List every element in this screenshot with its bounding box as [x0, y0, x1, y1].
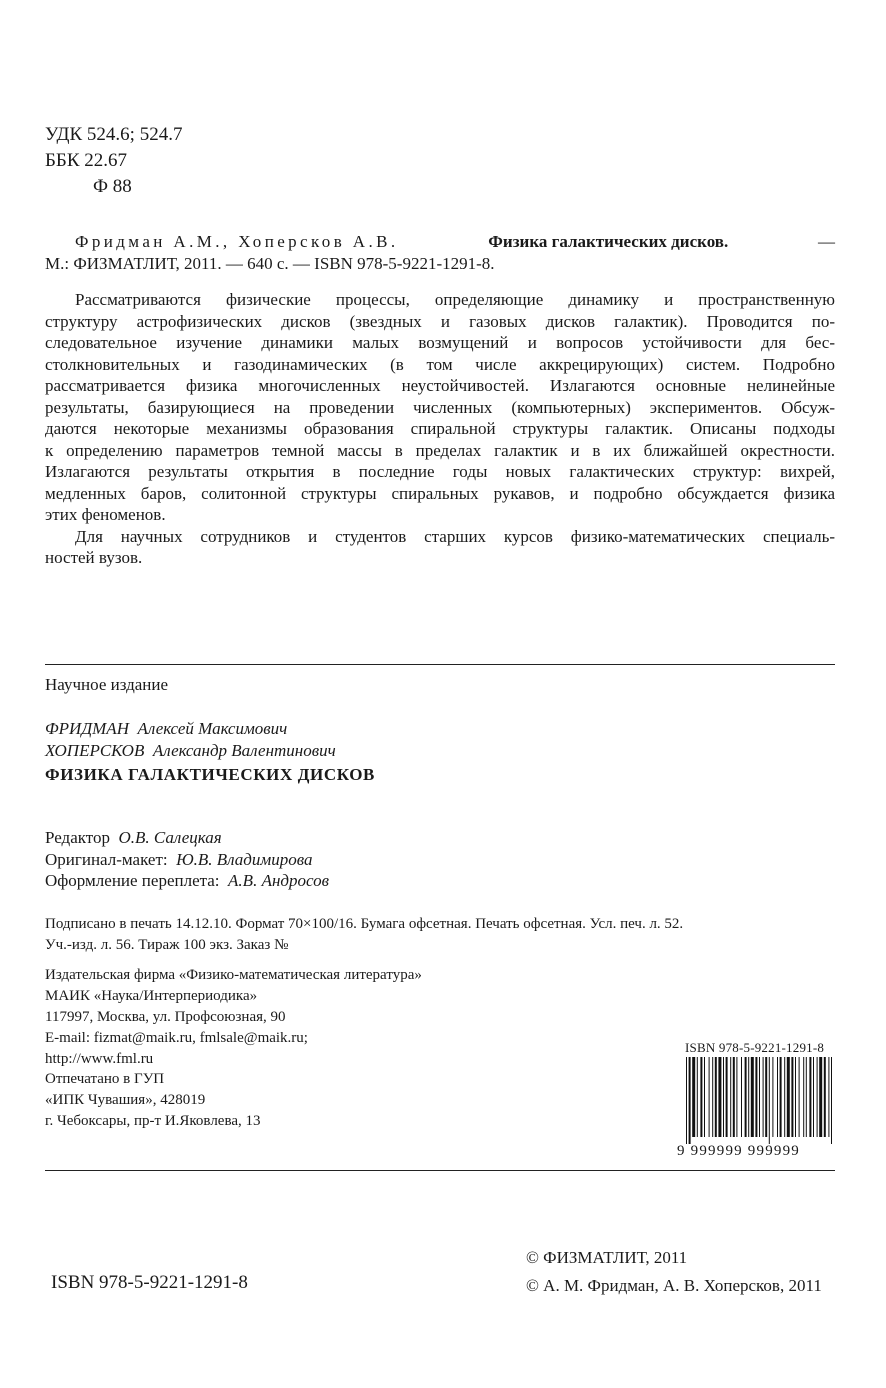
footer-isbn: ISBN 978-5-9221-1291-8 — [51, 1272, 248, 1293]
audience-line: ностей вузов. — [45, 548, 143, 567]
copyright-publisher: © ФИЗМАТЛИТ, 2011 — [526, 1248, 688, 1267]
layout-credit — [45, 849, 329, 871]
abstract-line: структуру астрофизических дисков (звездных и газовых дисков галактик). Проводится по- — [45, 311, 835, 331]
abstract-line: этих феноменов. — [45, 505, 166, 524]
cover-name: А.В. Андросов — [228, 871, 329, 890]
publisher-line: E-mail: fizmat@maik.ru, fmlsale@maik.ru; — [45, 1030, 308, 1046]
isbn-barcode — [677, 1040, 835, 1162]
authors-block — [45, 718, 375, 786]
editor-name: О.В. Салецкая — [118, 828, 222, 847]
abstract-line: результаты, базирующиеся на проведении численных (компьютерных) экспериментов. Обсуж- — [45, 397, 835, 417]
edition-type: Научное издание — [45, 675, 169, 694]
author-1-name: Алексей Максимович — [137, 719, 288, 738]
abstract-line: Излагаются результаты открытия в последние годы новых галактических структур: вихрей, — [45, 462, 835, 481]
publisher-line: МАИК «Наука/Интерпериодика» — [45, 988, 258, 1004]
citation-title: Физика галактических дисков. — [488, 232, 729, 251]
layout-label: Оригинал-макет: — [45, 849, 168, 869]
author-mark: Ф 88 — [93, 176, 132, 197]
copyright-block — [526, 1247, 822, 1303]
barcode-digits: 9 999999 999999 — [677, 1143, 800, 1159]
publisher-info — [45, 965, 422, 1070]
author-2-name: Александр Валентинович — [152, 740, 336, 760]
abstract-line: даются некоторые механизмы образования спиральной структуры галактик. Описаны подходы — [45, 419, 835, 438]
bbk-code: ББК 22.67 — [45, 150, 127, 171]
publisher-line: http://www.fml.ru — [45, 1051, 154, 1067]
printer-line: Отпечатано в ГУП — [45, 1071, 165, 1087]
abstract-line: столкновительных и газодинамических (в том числе аккрецирующих) систем. Подробно — [45, 354, 835, 374]
printer-line: г. Чебоксары, пр-т И.Яковлева, 13 — [45, 1113, 261, 1129]
author-2-surname: ХОПЕРСКОВ — [45, 740, 145, 760]
credits-block — [45, 827, 329, 892]
print-details — [45, 914, 683, 956]
publisher-line: Издательская фирма «Физико-математическая литература» — [45, 967, 422, 983]
citation — [45, 231, 835, 274]
section-divider-top — [45, 664, 835, 665]
publisher-line: 117997, Москва, ул. Профсоюзная, 90 — [45, 1009, 286, 1025]
abstract-line: следовательное изучение динамики малых возмущений и вопросов устойчивости для бес- — [45, 333, 835, 352]
classification-block — [45, 124, 182, 202]
barcode-isbn-caption: ISBN 978-5-9221-1291-8 — [685, 1040, 825, 1055]
citation-dash: — — [818, 232, 835, 251]
author-1 — [45, 718, 375, 740]
printer-line: «ИПК Чувашия», 428019 — [45, 1092, 206, 1108]
author-1-surname: ФРИДМАН — [45, 719, 129, 738]
cover-label: Оформление переплета: — [45, 871, 220, 890]
editor-credit — [45, 827, 329, 849]
abstract-line: медленных баров, солитонной структуры спиральных рукавов, и подробно обсуждается физика — [45, 483, 835, 503]
print-details-line: Уч.-изд. л. 56. Тираж 100 экз. Заказ № — [45, 937, 289, 953]
section-divider-bottom — [45, 1170, 835, 1171]
editor-label: Редактор — [45, 828, 110, 847]
author-2 — [45, 740, 375, 762]
abstract — [45, 289, 835, 569]
layout-name: Ю.В. Владимирова — [176, 849, 313, 869]
copyright-authors: © А. М. Фридман, А. В. Хоперсков, 2011 — [526, 1276, 822, 1295]
barcode-bars-graphic — [685, 1057, 835, 1144]
abstract-line: Рассматриваются физические процессы, определяющие динамику и пространственную — [75, 290, 835, 309]
citation-authors: Фридман А.М., Хоперсков А.В. — [75, 232, 399, 251]
citation-publication: М.: ФИЗМАТЛИТ, 2011. — 640 с. — ISBN 978-5-9221-1291-8. — [45, 253, 495, 273]
book-title: ФИЗИКА ГАЛАКТИЧЕСКИХ ДИСКОВ — [45, 765, 375, 784]
printer-info — [45, 1069, 261, 1132]
abstract-line: к определению параметров темной массы в пределах галактик и в их ближайшей окрестности. — [45, 440, 835, 460]
print-details-line: Подписано в печать 14.12.10. Формат 70×100/16. Бумага офсетная. Печать офсетная. Усл. печ. л. 52. — [45, 916, 684, 932]
udk-code: УДК 524.6; 524.7 — [45, 124, 183, 145]
abstract-line: рассматривается физика многочисленных неустойчивостей. Излагаются основные нелинейные — [45, 376, 835, 395]
cover-credit — [45, 870, 329, 892]
audience-line: Для научных сотрудников и студентов старших курсов физико-математических специаль- — [75, 526, 835, 546]
